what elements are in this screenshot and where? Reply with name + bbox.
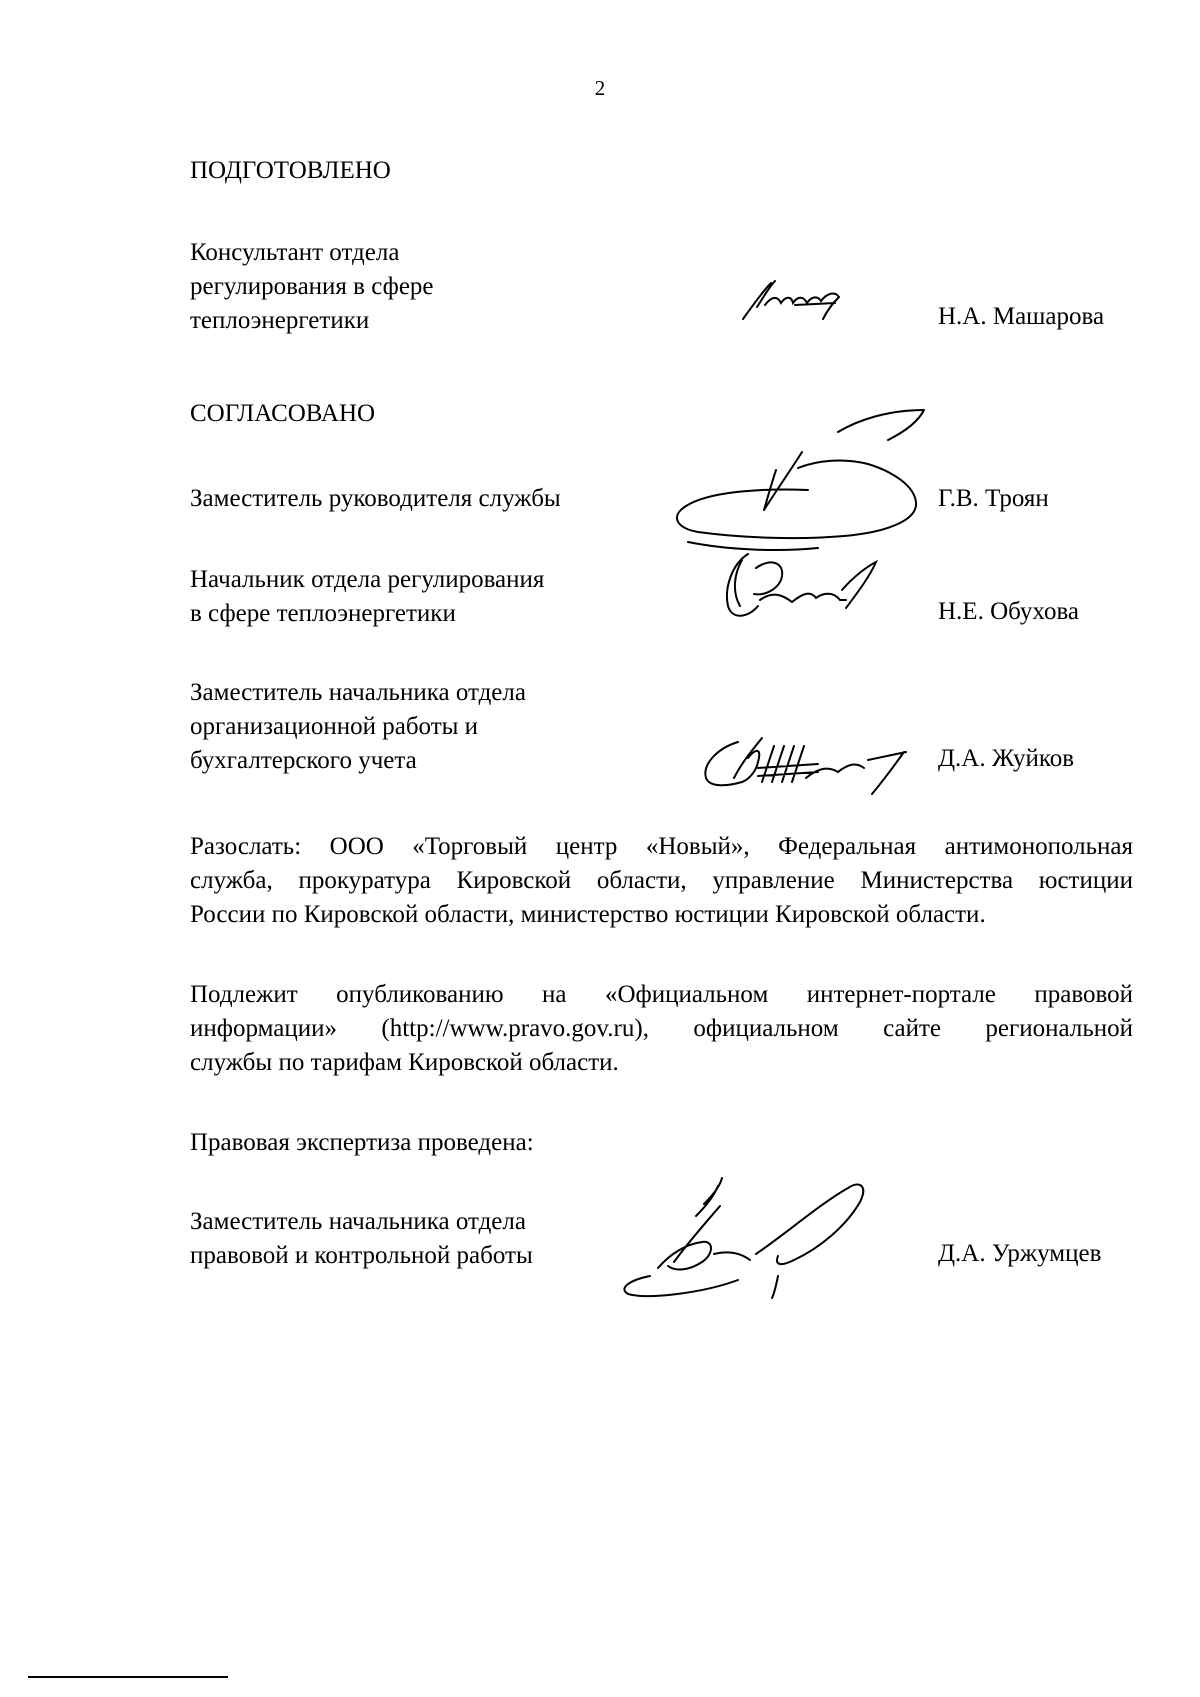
publication-line: Подлежит опубликованию на «Официальном интернет-портале правовой — [190, 981, 1133, 1008]
agreed-position-line: Заместитель начальника отдела — [190, 679, 526, 706]
publication-line: информации» (http://www.pravo.gov.ru), официальном сайте региональной — [190, 1015, 1133, 1042]
legal-review-position-line: Заместитель начальника отдела — [190, 1208, 526, 1235]
signature-zhuykov — [698, 728, 920, 800]
legal-review-position-line: правовой и контрольной работы — [190, 1242, 533, 1269]
agreed-position-line: бухгалтерского учета — [190, 747, 417, 774]
publication-line: службы по тарифам Кировской области. — [190, 1049, 619, 1076]
prepared-name: Н.А. Машарова — [938, 303, 1105, 330]
prepared-position-line: регулирования в сфере — [190, 273, 434, 300]
prepared-position — [190, 236, 630, 338]
agreed-position-3 — [190, 676, 650, 778]
agreed-name-3: Д.А. Жуйков — [938, 745, 1075, 772]
legal-review-heading: Правовая экспертиза проведена: — [190, 1129, 534, 1156]
signature-masharova — [735, 277, 855, 327]
bottom-rule — [28, 1676, 228, 1678]
distribution-list — [190, 830, 1133, 932]
distribution-line: служба, прокуратура Кировской области, управление Министерства юстиции — [190, 867, 1133, 894]
signature-urzhumtsev — [610, 1176, 890, 1300]
agreed-position-1 — [190, 482, 650, 516]
legal-review-position — [190, 1205, 610, 1273]
prepared-position-line: теплоэнергетики — [190, 307, 370, 334]
agreed-position-line: в сфере теплоэнергетики — [190, 600, 456, 627]
agreed-position-line: Начальник отдела регулирования — [190, 566, 545, 593]
distribution-line: Разослать: ООО «Торговый центр «Новый», Федеральная антимонопольная — [190, 833, 1133, 860]
agreed-name-1: Г.В. Троян — [938, 485, 1049, 512]
agreed-position-2 — [190, 563, 650, 631]
page-number: 2 — [594, 76, 606, 100]
agreed-name-2: Н.Е. Обухова — [938, 598, 1080, 625]
publication-note — [190, 978, 1133, 1080]
signature-troyan — [668, 402, 948, 562]
agreed-heading: СОГЛАСОВАНО — [190, 400, 376, 427]
prepared-heading: ПОДГОТОВЛЕНО — [190, 157, 391, 184]
agreed-position-line: организационной работы и — [190, 713, 479, 740]
agreed-position-line: Заместитель руководителя службы — [190, 485, 561, 512]
legal-review-name: Д.А. Уржумцев — [938, 1240, 1102, 1267]
distribution-line: России по Кировской области, министерство юстиции Кировской области. — [190, 901, 986, 928]
signature-obukhova — [718, 548, 888, 624]
prepared-position-line: Консультант отдела — [190, 239, 400, 266]
